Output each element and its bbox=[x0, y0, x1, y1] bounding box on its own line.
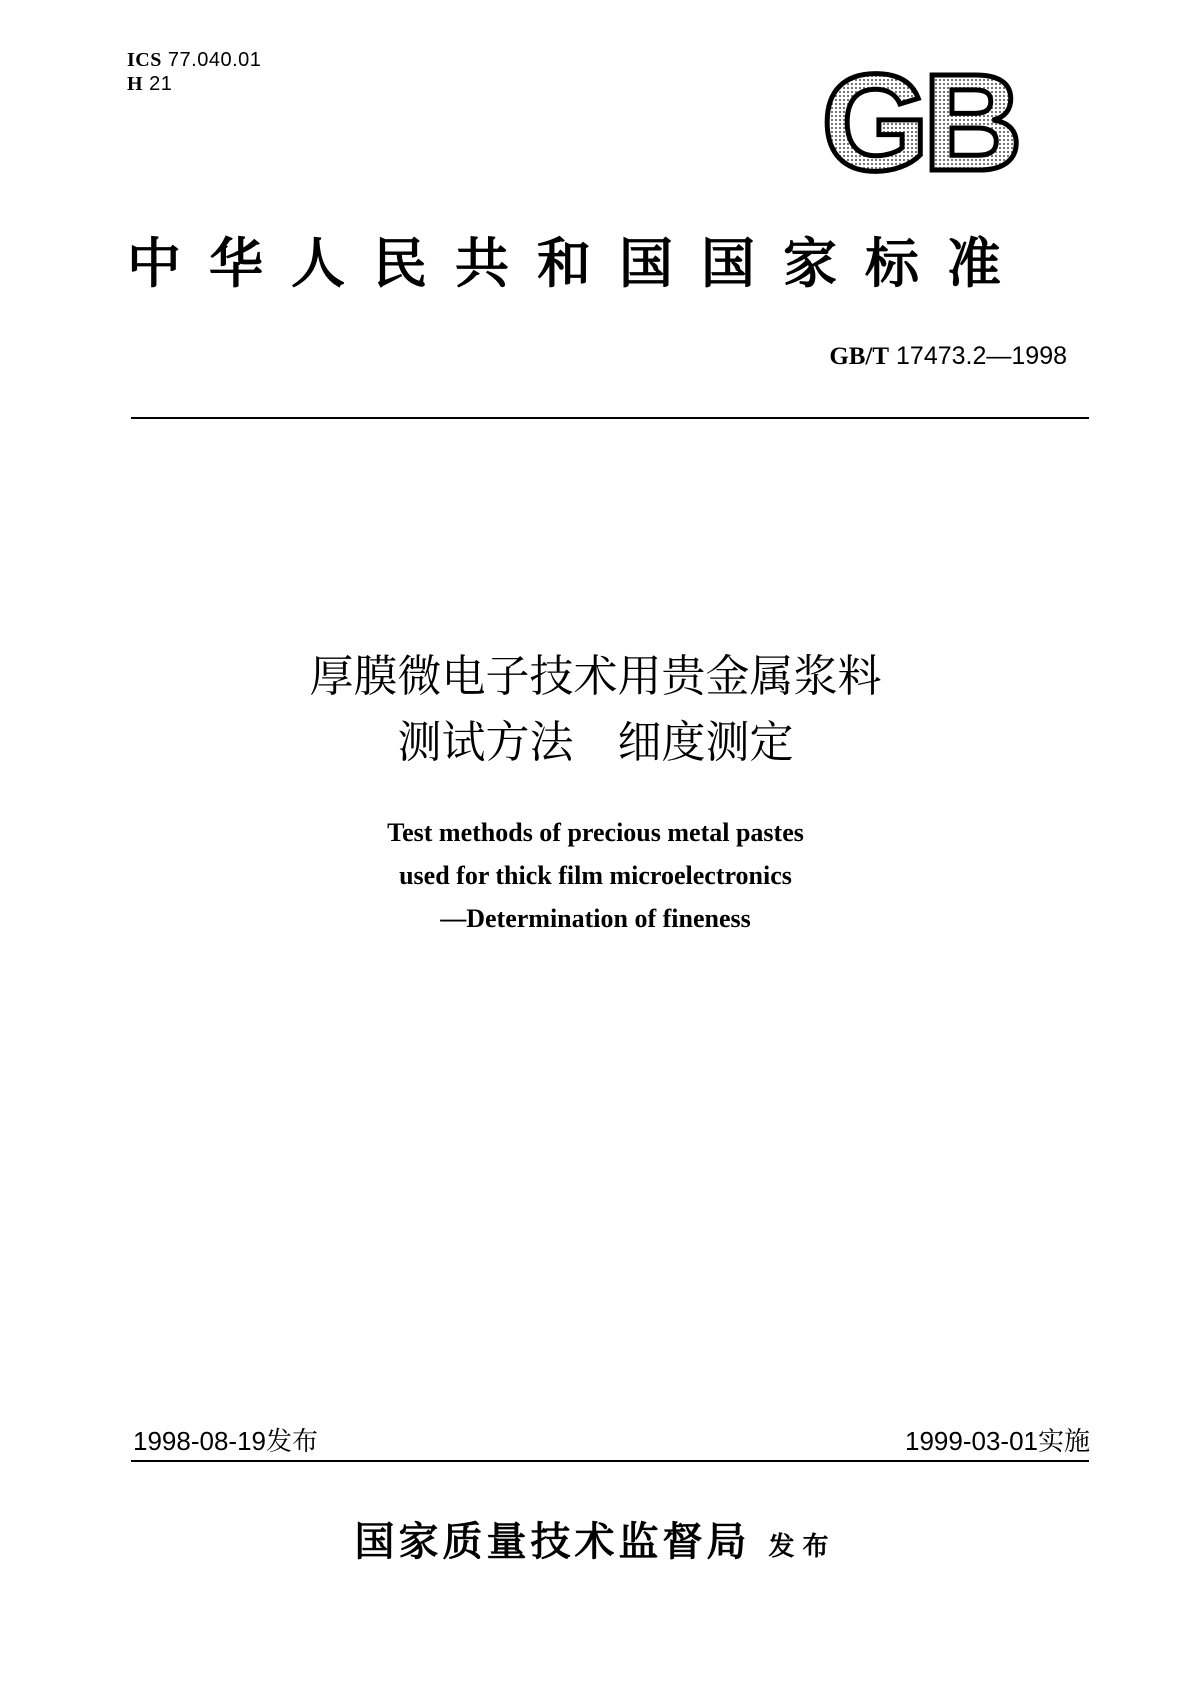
gb-logo-text: GB bbox=[821, 62, 1017, 188]
chinese-title-line-2: 测试方法 细度测定 bbox=[397, 717, 794, 768]
gb-logo bbox=[810, 62, 1028, 188]
publisher-action: 发布 bbox=[768, 1532, 837, 1562]
h-code: H 21 bbox=[127, 73, 173, 95]
publisher-organization: 国家质量技术监督局 bbox=[354, 1518, 751, 1565]
english-title-line-1: Test methods of precious metal pastes bbox=[387, 818, 804, 847]
top-divider bbox=[131, 417, 1089, 419]
bottom-divider bbox=[131, 1460, 1089, 1462]
chinese-title-line-1: 厚膜微电子技术用贵金属浆料 bbox=[309, 651, 882, 702]
english-title-line-3: —Determination of fineness bbox=[440, 904, 751, 933]
classification-codes bbox=[127, 48, 261, 96]
english-title-line-2: used for thick film microelectronics bbox=[399, 861, 792, 890]
publisher bbox=[0, 1510, 1191, 1567]
ics-code: ICS 77.040.01 bbox=[127, 49, 262, 71]
implementation-date: 1999-03-01实施 bbox=[905, 1426, 1090, 1456]
issue-date: 1998-08-19发布 bbox=[133, 1426, 318, 1456]
standard-number: GB/T 17473.2—1998 bbox=[829, 342, 1067, 370]
national-standard-title: 中华人民共和国国家标准 bbox=[127, 231, 1029, 295]
